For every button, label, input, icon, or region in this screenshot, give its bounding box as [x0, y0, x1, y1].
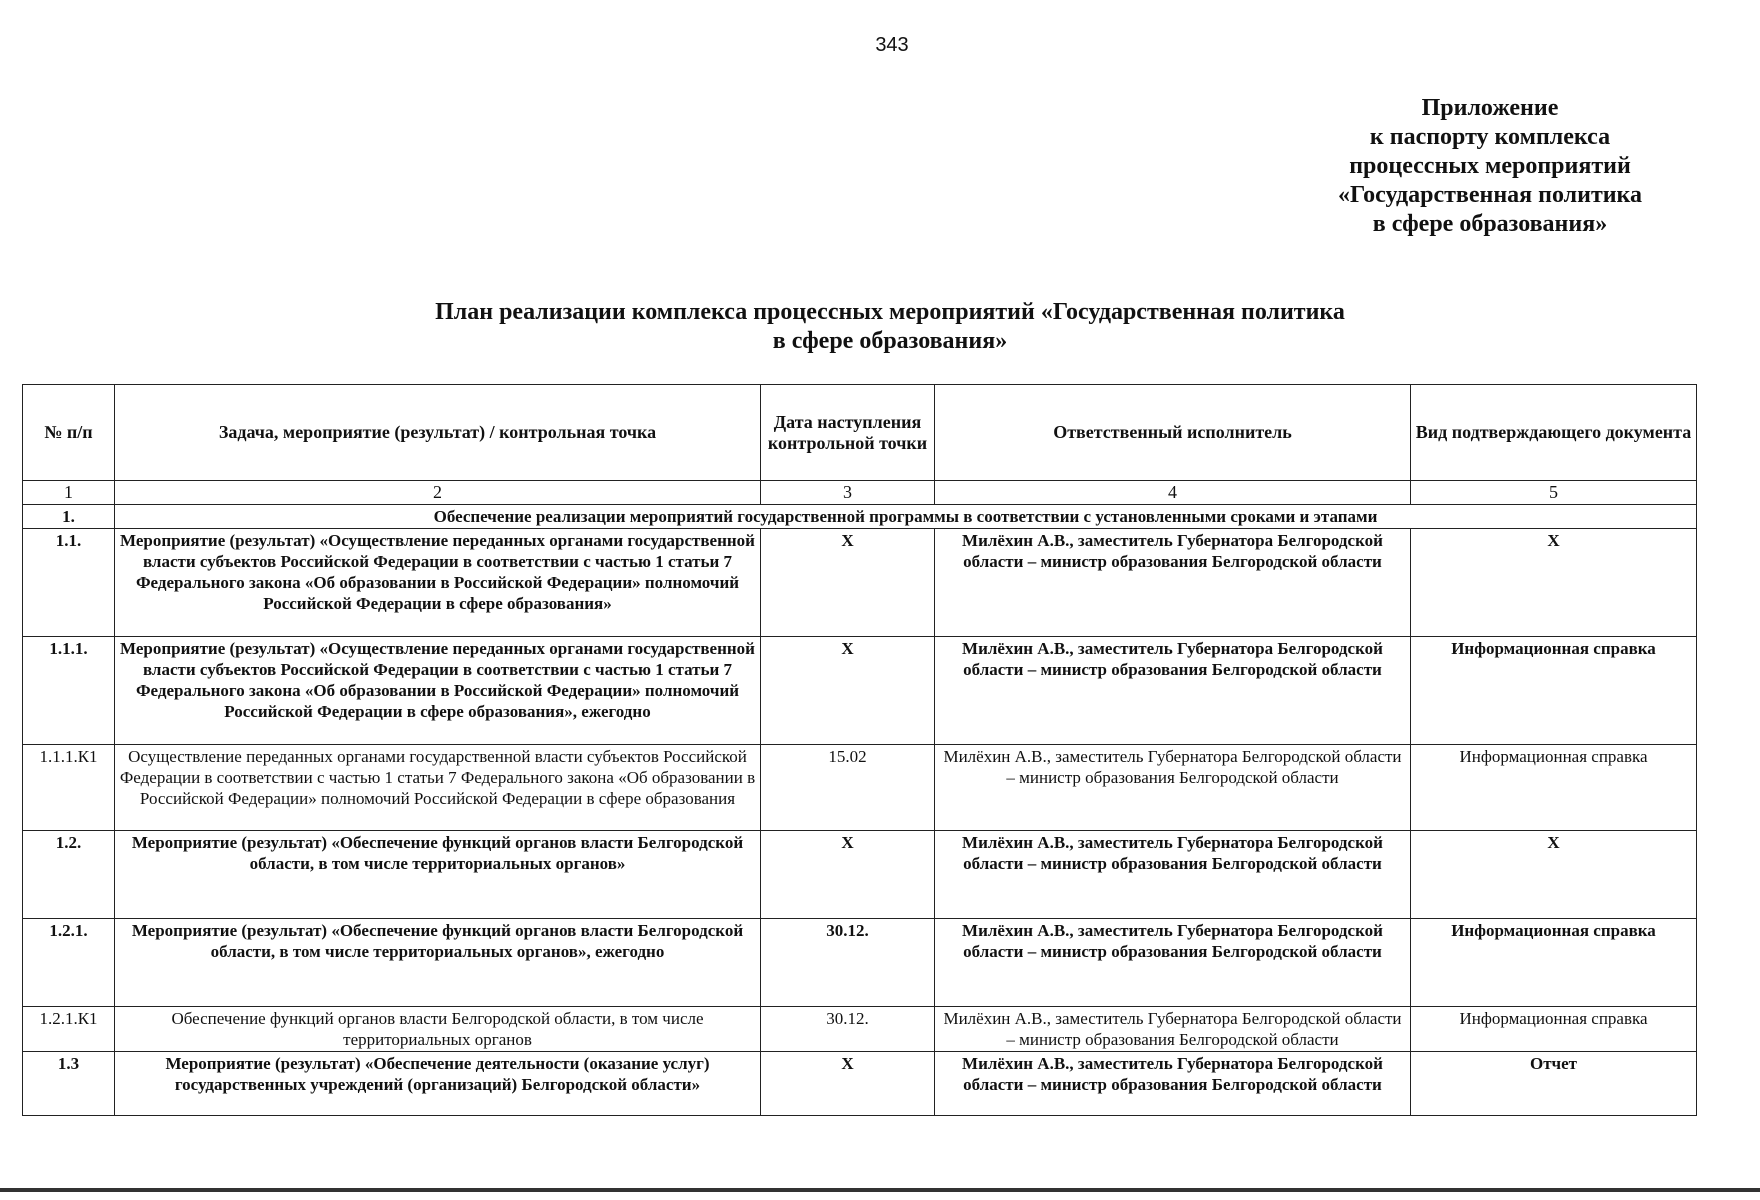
row-doc: X: [1411, 831, 1697, 919]
table-row: [23, 919, 1697, 1007]
column-number: 3: [761, 481, 935, 505]
row-date: 15.02: [761, 745, 935, 831]
table-row: [23, 529, 1697, 637]
row-date: 30.12.: [761, 919, 935, 1007]
row-date: X: [761, 529, 935, 637]
plan-title: [200, 298, 1580, 356]
row-responsible: Милёхин А.В., заместитель Губернатора Белгородской области – министр образования Белгородской области: [935, 1007, 1411, 1052]
section-text: Обеспечение реализации мероприятий государственной программы в соответствии с установленными сроками и этапами: [115, 505, 1697, 529]
row-date: X: [761, 637, 935, 745]
row-num: 1.3: [23, 1052, 115, 1116]
table-row: [23, 1007, 1697, 1052]
row-responsible: Милёхин А.В., заместитель Губернатора Белгородской области – министр образования Белгородской области: [935, 637, 1411, 745]
row-responsible: Милёхин А.В., заместитель Губернатора Белгородской области – министр образования Белгородской области: [935, 745, 1411, 831]
appendix-line: «Государственная политика: [1337, 182, 1643, 208]
row-num: 1.2.1.: [23, 919, 115, 1007]
header-task: Задача, мероприятие (результат) / контрольная точка: [115, 385, 761, 481]
table-row: [23, 637, 1697, 745]
header-date: Дата наступления контрольной точки: [761, 385, 935, 481]
row-doc: Информационная справка: [1411, 1007, 1697, 1052]
row-doc: Информационная справка: [1411, 637, 1697, 745]
row-date: X: [761, 1052, 935, 1116]
column-number: 2: [115, 481, 761, 505]
row-doc: Информационная справка: [1411, 919, 1697, 1007]
table-header-row: [23, 385, 1697, 481]
header-num: № п/п: [23, 385, 115, 481]
row-num: 1.2.: [23, 831, 115, 919]
table-row: [23, 1052, 1697, 1116]
appendix-line: к паспорту комплекса: [1369, 124, 1611, 150]
section-num: 1.: [23, 505, 115, 529]
header-responsible: Ответственный исполнитель: [935, 385, 1411, 481]
row-num: 1.2.1.К1: [23, 1007, 115, 1052]
row-num: 1.1.1.: [23, 637, 115, 745]
appendix-heading: [1290, 94, 1690, 239]
row-num: 1.1.: [23, 529, 115, 637]
section-row: [23, 505, 1697, 529]
header-doc: Вид подтверждающего документа: [1411, 385, 1697, 481]
row-task: Мероприятие (результат) «Осуществление переданных органами государственной власти субъектов Российской Федерации в соответствии с частью 1 статьи 7 Федерального закона «Об образовании в Российской Федерации» полномочий Российской Федерации в сфере образования»: [115, 529, 761, 637]
table-row: [23, 745, 1697, 831]
row-responsible: Милёхин А.В., заместитель Губернатора Белгородской области – министр образования Белгородской области: [935, 529, 1411, 637]
column-number: 1: [23, 481, 115, 505]
row-task: Осуществление переданных органами государственной власти субъектов Российской Федерации в соответствии с частью 1 статьи 7 Федерального закона «Об образовании в Российской Федерации» полномочий Российской Федерации в сфере образования: [115, 745, 761, 831]
row-task: Мероприятие (результат) «Обеспечение деятельности (оказание услуг) государственных учреждений (организаций) Белгородской области»: [115, 1052, 761, 1116]
column-number-row: [23, 481, 1697, 505]
column-number: 5: [1411, 481, 1697, 505]
row-responsible: Милёхин А.В., заместитель Губернатора Белгородской области – министр образования Белгородской области: [935, 831, 1411, 919]
row-responsible: Милёхин А.В., заместитель Губернатора Белгородской области – министр образования Белгородской области: [935, 1052, 1411, 1116]
appendix-line: процессных мероприятий: [1349, 153, 1631, 179]
row-task: Обеспечение функций органов власти Белгородской области, в том числе территориальных органов: [115, 1007, 761, 1052]
column-number: 4: [935, 481, 1411, 505]
plan-title-line: в сфере образования»: [772, 328, 1008, 354]
row-doc: Информационная справка: [1411, 745, 1697, 831]
row-doc: Отчет: [1411, 1052, 1697, 1116]
row-doc: X: [1411, 529, 1697, 637]
row-date: 30.12.: [761, 1007, 935, 1052]
row-task: Мероприятие (результат) «Осуществление переданных органами государственной власти субъектов Российской Федерации в соответствии с частью 1 статьи 7 Федерального закона «Об образовании в Российской Федерации» полномочий Российской Федерации в сфере образования», ежегодно: [115, 637, 761, 745]
row-responsible: Милёхин А.В., заместитель Губернатора Белгородской области – министр образования Белгородской области: [935, 919, 1411, 1007]
row-num: 1.1.1.К1: [23, 745, 115, 831]
appendix-line: Приложение: [1421, 95, 1559, 121]
row-task: Мероприятие (результат) «Обеспечение функций органов власти Белгородской области, в том числе территориальных органов», ежегодно: [115, 919, 761, 1007]
page-number: 343: [875, 34, 909, 56]
table-row: [23, 831, 1697, 919]
footer-rule: [0, 1188, 1760, 1192]
plan-table: [22, 384, 1697, 1116]
row-task: Мероприятие (результат) «Обеспечение функций органов власти Белгородской области, в том числе территориальных органов»: [115, 831, 761, 919]
appendix-line: в сфере образования»: [1372, 211, 1608, 237]
plan-title-line: План реализации комплекса процессных мероприятий «Государственная политика: [435, 299, 1345, 325]
row-date: X: [761, 831, 935, 919]
